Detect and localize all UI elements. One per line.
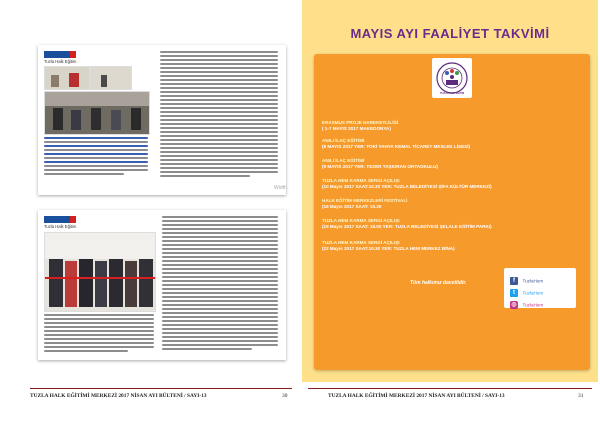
calendar-title: MAYIS AYI FAALİYET TAKVİMİ (350, 26, 550, 41)
page-number: 30 (282, 393, 288, 399)
article-logo-red (70, 51, 76, 58)
event-details: (19 Mayıs 2017 SAAT: 18.00 YER: TUZLA BELEDİYESİ ŞELALE EĞİTİM PARKI) (322, 224, 492, 230)
event-title: ANILI İLAÇ EĞİTİMİ (322, 138, 365, 143)
facebook-icon: f (510, 277, 518, 285)
event-details: (9 MAYIS 2017 YER: TEZER TAŞKIRAN ORTAOKULU) (322, 164, 438, 170)
article-card-bottom (38, 210, 286, 360)
article-photo-1 (44, 66, 90, 90)
event-item (322, 198, 407, 210)
event-item (322, 218, 492, 230)
article-logo (44, 216, 70, 223)
event-item (322, 240, 455, 252)
article-caption: Tuzla Halk Eğitim (44, 59, 77, 64)
event-title: HALK EĞİTİM MERKEZLERİ FESTİVALİ (322, 198, 408, 203)
event-item (322, 158, 438, 170)
social-row[interactable] (510, 284, 572, 294)
article-photo-3 (44, 91, 150, 135)
social-row[interactable] (510, 272, 572, 282)
article-logo-red (70, 216, 76, 223)
logo-text: TUZLA HALK EĞİTİM (440, 92, 464, 95)
social-label: TuzlaHem (522, 290, 544, 296)
article-card-top (38, 45, 286, 195)
event-details: ( 1-7 MAYIS 2017 MAKEDONYA) (322, 126, 391, 132)
ribbon-cutting-photo (44, 232, 156, 312)
watermark: Width (274, 185, 287, 191)
event-title: TUZLA HEM KARMA SERGİ AÇILIŞI (322, 178, 400, 183)
event-title: TUZLA HEM KARMA SERGİ AÇILIŞI (322, 218, 400, 223)
footer-rule (308, 388, 592, 389)
invitation-text: Tüm halkımız davetlidir. (410, 280, 467, 286)
article-caption: Tuzla Halk Eğitim (44, 224, 77, 229)
page-number: 31 (578, 393, 584, 399)
event-title: TUZLA HEM KARMA SERGİ AÇILIŞI (322, 240, 400, 245)
tuzla-hem-logo (432, 58, 472, 98)
event-details: (10 Mayıs 2017 SAAT:10.30 YER: TUZLA BELEDİYESİ ŞİFA KÜLTÜR MERKEZİ) (322, 184, 492, 190)
event-item (322, 120, 398, 132)
social-row[interactable] (510, 296, 572, 306)
event-details: (22 Mayıs 2017 SAAT:10.30 YER: TUZLA HEM MERKEZ BİNA) (322, 246, 455, 252)
event-title: ANILI İLAÇ EĞİTİMİ (322, 158, 365, 163)
social-label: TuzlaHem (522, 278, 544, 284)
event-title: ERASMUS PROJE HAREKETLİLİĞİ (322, 120, 399, 125)
event-item (322, 178, 492, 190)
right-page (300, 0, 600, 424)
footer-rule (30, 388, 292, 389)
article-photo-2 (90, 66, 132, 90)
calendar-panel (302, 0, 598, 382)
social-box (504, 268, 576, 308)
social-label: TuzlaHem (522, 302, 544, 308)
event-item (322, 138, 470, 150)
footer-text: TUZLA HALK EĞİTİMİ MERKEZİ 2017 NİSAN AYI BÜLTENİ / SAYI-13 (30, 393, 207, 399)
footer-text: TUZLA HALK EĞİTİMİ MERKEZİ 2017 NİSAN AYI BÜLTENİ / SAYI-13 (328, 393, 505, 399)
event-details: (18 Mayıs 2017 SAAT: 10.30 (322, 204, 382, 210)
article-logo (44, 51, 70, 58)
events-card (314, 54, 590, 370)
instagram-icon: ◎ (511, 301, 517, 308)
twitter-icon: t (510, 289, 518, 297)
event-details: (8 MAYIS 2017 YER: TOKİ YAHYA KEMAL TİCARET MESLEK LİSESİ) (322, 144, 471, 150)
